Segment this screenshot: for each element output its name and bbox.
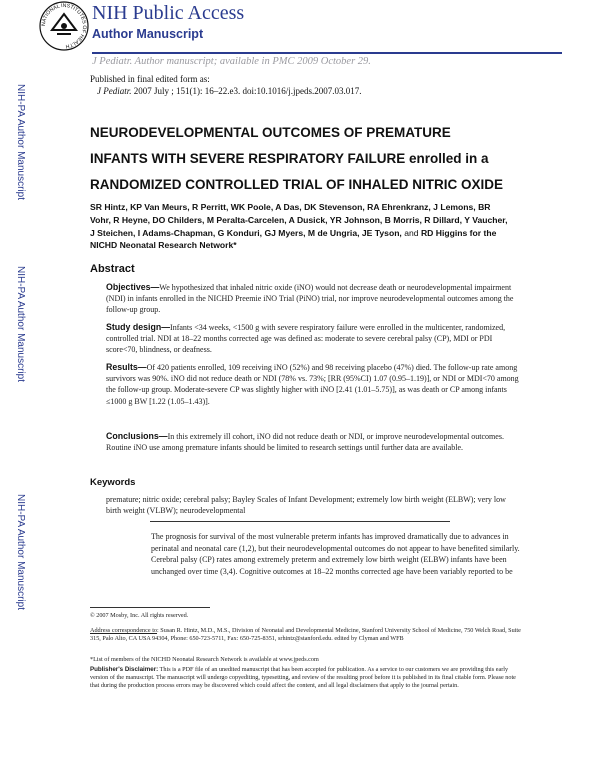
abstract-conclusions [106,431,522,453]
disclaimer-text: This is a PDF file of an unedited manuscript that has been accepted for publication. As a service to our customers we are providing this early version of the manuscript. The manuscript will undergo copyediting, typesetting, and review of the resulting proof before it is published in its final citable form. Please note that during the production process errors may be discovered which could affect the content, and all legal disclaimers that apply to the journal pertain. [90,666,516,690]
correspondence-label: Address correspondence to [90,627,158,634]
correspondence-text: : Susan R. Hintz, M.D., M.S., Division of Neonatal and Developmental Medicine, Stanford University School of Medicine, 750 Welch Road, Suite 315, Palo Alto, CA USA 94304, Phone: 650-723-5711, Fax: 650-725-8351, srhintz@stanford.edu. edited by Clyman and WFB [90,627,521,643]
disclaimer-label: Publisher's Disclaimer: [90,666,159,673]
abstract-study-design [106,322,522,356]
citation-line [97,86,362,96]
citation-journal: J Pediatr. [97,86,132,96]
availability-note: J Pediatr. Author manuscript; available in PMC 2009 October 29. [92,56,371,67]
abstract-results [106,362,522,407]
conclusions-label: Conclusions— [106,431,168,441]
keywords-text: premature; nitric oxide; cerebral palsy; Bayley Scales of Infant Development; extremely low birth weight (ELBW); very low birth weight (VLBW); neurodevelopmental [106,495,506,515]
design-text: Infants <34 weeks, <1500 g with severe respiratory failure were enrolled in the multicenter, randomized, controlled trial. NDI at 18–22 months corrected age was defined as: moderate to severe cerebral palsy (CP), MDI or PDI score<70, blindness, or deafness. [106,323,506,355]
published-label: Published in final edited form as: [90,74,210,84]
abstract-heading: Abstract [90,263,135,275]
article-title-main: NEURODEVELOPMENTAL OUTCOMES OF PREMATURE INFANTS WITH SEVERE RESPIRATORY FAILURE [90,125,451,166]
results-label: Results— [106,362,147,372]
authors-last: RD Higgins for the NICHD Neonatal Research Network* [90,227,497,251]
section-divider [150,521,450,522]
nih-seal-logo [38,0,90,52]
abstract-objectives [106,282,522,316]
author-manuscript-label: Author Manuscript [92,27,204,41]
side-banner-top: NIH-PA Author Manuscript [15,84,26,200]
objectives-label: Objectives— [106,282,160,292]
article-title [90,120,510,198]
article-title-tail: enrolled in a RANDOMIZED CONTROLLED TRIAL OF INHALED NITRIC OXIDE [90,151,503,192]
conclusions-text: In this extremely ill cohort, iNO did not reduce death or NDI, or improve neurodevelopmental outcomes. Routine iNO use among premature infants should be limited to research settings until further data are available. [106,432,504,453]
members-note: *List of members of the NICHD Neonatal Research Network is available at www.jpeds.com [90,656,319,663]
correspondence-note [90,627,524,643]
copyright-note: © 2007 Mosby, Inc. All rights reserved. [90,612,189,619]
keywords-heading: Keywords [90,477,136,488]
header-rule [92,52,562,54]
footnote-rule [90,607,210,608]
authors-main: SR Hintz, KP Van Meurs, R Perritt, WK Poole, A Das, DK Stevenson, RA Ehrenkranz, J Lemons, BR Vohr, R Heyne, DO Childers, M Peralta-Carcelen, A Dusick, YR Johnson, B Morris, R Dillard, Y Vaucher, J Steichen, I Adams-Chapman, G Konduri, GJ Myers, M de Ungria, JE Tyson, [90,202,508,238]
nih-public-access-title: NIH Public Access [92,2,245,24]
authors-and: and [401,227,421,238]
author-list [90,201,510,252]
publisher-disclaimer [90,666,524,691]
design-label: Study design— [106,322,171,332]
citation-details: 2007 July ; 151(1): 16–22.e3. doi:10.1016/j.jpeds.2007.03.017. [131,86,362,96]
objectives-text: We hypothesized that inhaled nitric oxide (iNO) would not decrease death or neurodevelopmental impairment (NDI) in infants enrolled in the NICHD Preemie iNO Trial (PiNO) trial, nor improve neurodevelopmental outcomes among the follow-up group. [106,283,514,315]
side-banner-bottom: NIH-PA Author Manuscript [15,494,26,610]
results-text: Of 420 patients enrolled, 109 receiving iNO (52%) and 98 receiving placebo (47%) died. The follow-up rate among survivors was 90%. iNO did not reduce death or NDI (78% vs. 73%; [RR (95%CI) 1.07 (0.95–1.19)], or NDI or MDI<70 among the follow-up group. Moderate-severe CP was slightly higher with iNO [2.41 (1.01–5.75)], as was death or CP among infants ≤1000 g BW [1.22 (1.05–1.43)]. [106,363,519,406]
body-paragraph: The prognosis for survival of the most vulnerable preterm infants has improved dramatically due to advances in perinatal and neonatal care (1,2), but their neurodevelopmental outcomes do not appear to have benefited similarly. Cerebral palsy (CP) rates among extremely preterm and extremely low birth weight (ELBW) infants have been unchanged over time (3,4). Cognitive outcomes at 18–22 months corrected age have been variably reported to be [151,532,520,576]
seal-text: NATIONAL INSTITUTES OF HEALTH [40,2,88,49]
side-banner-middle: NIH-PA Author Manuscript [15,266,26,382]
